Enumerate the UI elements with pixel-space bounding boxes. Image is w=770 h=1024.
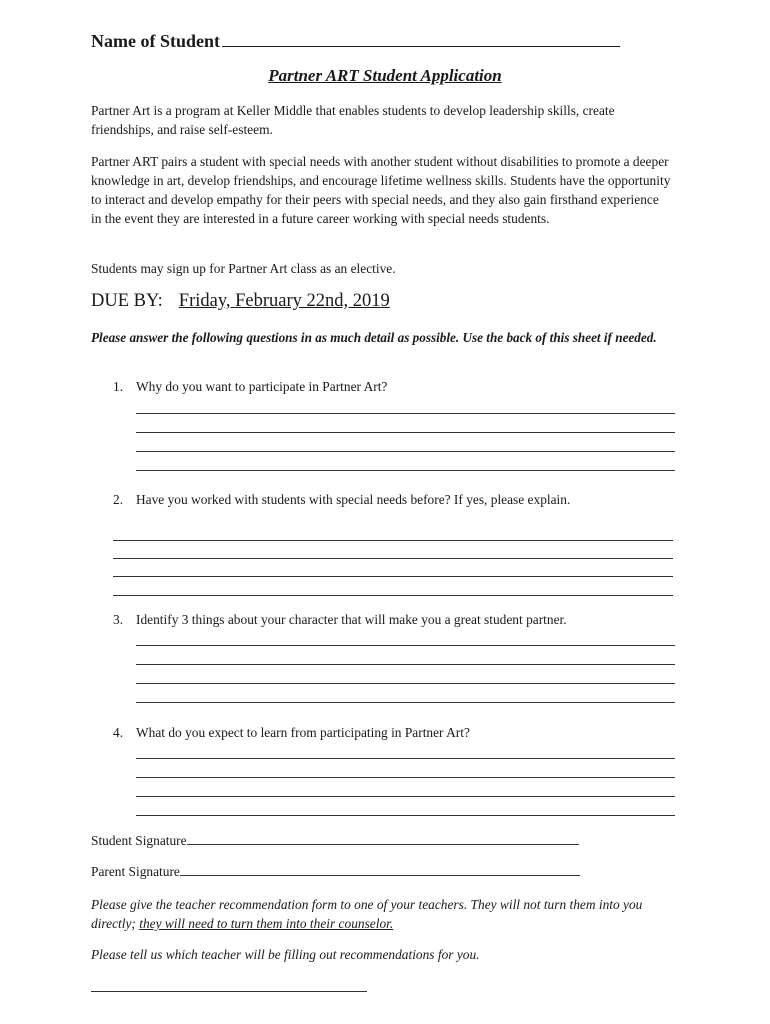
- answer-line[interactable]: [136, 777, 675, 778]
- question-1: [113, 379, 388, 395]
- student-name-field: [91, 29, 620, 52]
- answer-line[interactable]: [136, 664, 675, 665]
- recommendation-note-text: Please give the teacher recommendation form to one of your teachers. They will not turn them into you directly;: [91, 897, 643, 931]
- question-number: 2.: [113, 492, 124, 507]
- student-name-label: Name of Student: [91, 31, 220, 51]
- teacher-prompt: Please tell us which teacher will be filling out recommendations for you.: [91, 947, 480, 962]
- question-3: [113, 612, 567, 628]
- teacher-name-line[interactable]: [91, 991, 367, 992]
- question-number: 4.: [113, 725, 124, 740]
- intro-paragraph-1: Partner Art is a program at Keller Middle that enables students to develop leadership skills, create friendships, and raise self-esteem.: [91, 103, 615, 137]
- question-text: Have you worked with students with special needs before? If yes, please explain.: [136, 492, 571, 507]
- due-date-line: [91, 291, 390, 312]
- answer-line[interactable]: [136, 432, 675, 433]
- answer-line[interactable]: [136, 470, 675, 471]
- form-title: Partner ART Student Application: [268, 66, 502, 85]
- question-4: [113, 725, 470, 741]
- question-text: Identify 3 things about your character that will make you a great student partner.: [136, 612, 567, 627]
- answer-line[interactable]: [136, 683, 675, 684]
- answer-line[interactable]: [136, 758, 675, 759]
- recommendation-note-underlined: they will need to turn them into their counselor.: [139, 916, 394, 931]
- answer-line[interactable]: [136, 815, 675, 816]
- student-name-blank[interactable]: [222, 29, 620, 47]
- intro-paragraph-3: Students may sign up for Partner Art class as an elective.: [91, 261, 396, 276]
- question-2: [113, 492, 571, 508]
- answer-line[interactable]: [136, 702, 675, 703]
- due-date: Friday, February 22nd, 2019: [178, 291, 390, 311]
- instructions: Please answer the following questions in as much detail as possible. Use the back of this sheet if needed.: [91, 330, 657, 345]
- due-label: DUE BY:: [91, 291, 163, 311]
- parent-signature-blank[interactable]: [180, 863, 580, 876]
- student-signature-field: [91, 832, 579, 849]
- student-signature-label: Student Signature: [91, 833, 187, 848]
- answer-line[interactable]: [136, 796, 675, 797]
- question-number: 3.: [113, 612, 124, 627]
- answer-line[interactable]: [113, 558, 673, 559]
- parent-signature-field: [91, 863, 580, 880]
- answer-line[interactable]: [136, 645, 675, 646]
- parent-signature-label: Parent Signature: [91, 864, 180, 879]
- intro-paragraph-2: Partner ART pairs a student with special needs with another student without disabilities to promote a deeper knowledge in art, develop friendships, and encourage lifetime wellness skills. Students have the opportunity to interact and develop empathy for their peers with special needs, and they also gain firsthand experience in the event they are interested in a future career working with special needs students.: [91, 154, 671, 226]
- answer-line[interactable]: [113, 540, 673, 541]
- question-text: What do you expect to learn from participating in Partner Art?: [136, 725, 470, 740]
- recommendation-note: [91, 895, 681, 933]
- answer-line[interactable]: [136, 413, 675, 414]
- question-text: Why do you want to participate in Partner Art?: [136, 379, 388, 394]
- answer-line[interactable]: [113, 576, 673, 577]
- student-signature-blank[interactable]: [187, 832, 579, 845]
- answer-line[interactable]: [136, 451, 675, 452]
- answer-line[interactable]: [113, 595, 673, 596]
- question-number: 1.: [113, 379, 124, 394]
